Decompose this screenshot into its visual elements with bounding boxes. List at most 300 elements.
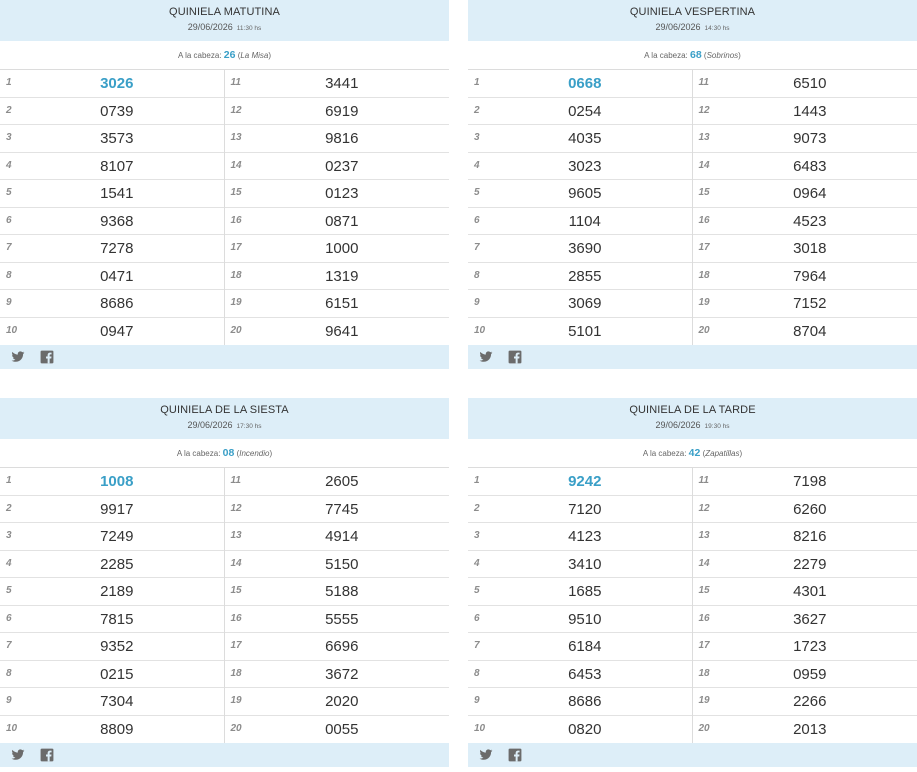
position-number: 2 xyxy=(474,104,480,116)
winning-number: 1008 xyxy=(100,473,134,490)
result-number: 7304 xyxy=(100,693,134,710)
winning-number: 9242 xyxy=(568,473,602,490)
result-number: 6696 xyxy=(325,638,359,655)
result-row xyxy=(225,318,450,346)
card-header xyxy=(0,0,449,41)
position-number: 18 xyxy=(230,269,242,281)
result-row xyxy=(468,551,692,579)
result-row xyxy=(468,468,692,496)
result-number: 0820 xyxy=(568,720,602,738)
result-row xyxy=(0,578,224,606)
result-number: 9073 xyxy=(793,130,827,147)
result-number: 8704 xyxy=(793,322,827,340)
results-column-left xyxy=(468,70,693,345)
result-number: 6184 xyxy=(568,638,602,655)
results-column-right xyxy=(693,70,917,345)
position-number: 11 xyxy=(698,77,709,88)
result-number: 0739 xyxy=(100,102,134,120)
facebook-icon[interactable] xyxy=(40,350,54,364)
result-number: 2266 xyxy=(793,693,827,710)
position-number: 17 xyxy=(698,640,710,651)
position-number: 2 xyxy=(6,104,12,116)
card-header xyxy=(468,398,917,439)
twitter-icon[interactable] xyxy=(11,748,25,762)
position-number: 14 xyxy=(230,557,242,569)
head-meaning: Sobrinos xyxy=(706,51,739,60)
result-number: 3441 xyxy=(325,75,359,92)
result-row xyxy=(225,290,450,318)
result-row xyxy=(0,468,224,496)
result-number: 8686 xyxy=(100,295,134,312)
result-number: 4523 xyxy=(793,212,827,230)
position-number: 6 xyxy=(474,214,480,226)
position-number: 3 xyxy=(6,530,12,541)
position-number: 12 xyxy=(698,104,710,116)
result-number: 9352 xyxy=(100,638,134,655)
result-row xyxy=(468,716,692,744)
draw-title: QUINIELA VESPERTINA xyxy=(629,6,756,18)
result-number: 0254 xyxy=(568,102,602,120)
position-number: 10 xyxy=(474,324,486,336)
result-number: 5555 xyxy=(325,610,359,628)
position-number: 8 xyxy=(6,667,12,679)
result-number: 6453 xyxy=(568,665,602,683)
results-table xyxy=(0,468,449,743)
position-number: 7 xyxy=(474,640,480,651)
facebook-icon[interactable] xyxy=(508,350,522,364)
head-label: A la cabeza: xyxy=(176,449,221,458)
result-number: 2855 xyxy=(568,267,602,285)
result-number: 5188 xyxy=(325,583,359,600)
result-number: 3627 xyxy=(793,610,827,628)
position-number: 13 xyxy=(698,530,710,541)
result-number: 0947 xyxy=(100,322,134,340)
result-row xyxy=(468,523,692,551)
result-number: 7964 xyxy=(793,267,827,285)
head-number-line: A la cabeza: 68 (Sobrinos) xyxy=(468,41,917,70)
result-row xyxy=(225,70,450,98)
result-row xyxy=(693,70,917,98)
share-bar xyxy=(468,345,917,369)
result-row xyxy=(0,688,224,716)
draw-title: QUINIELA DE LA SIESTA xyxy=(160,404,289,416)
result-row xyxy=(693,468,917,496)
position-number: 18 xyxy=(230,667,242,679)
result-number: 7152 xyxy=(793,295,827,312)
quiniela-card-siesta xyxy=(0,398,449,767)
head-number: 42 xyxy=(688,447,701,459)
position-number: 9 xyxy=(474,297,480,308)
result-row xyxy=(693,578,917,606)
position-number: 1 xyxy=(6,475,12,486)
result-row xyxy=(0,551,224,579)
position-number: 4 xyxy=(6,557,12,569)
result-number: 1723 xyxy=(793,638,827,655)
winning-number: 0668 xyxy=(568,75,602,92)
result-row xyxy=(0,496,224,524)
position-number: 17 xyxy=(230,640,242,651)
position-number: 20 xyxy=(698,722,710,734)
result-row xyxy=(693,208,917,236)
draw-time: 14:30 hs xyxy=(704,25,730,32)
result-row xyxy=(468,633,692,661)
result-row xyxy=(468,98,692,126)
result-number: 4035 xyxy=(568,130,602,147)
result-number: 1104 xyxy=(568,212,601,230)
position-number: 11 xyxy=(230,77,241,88)
position-number: 7 xyxy=(6,242,12,253)
result-row xyxy=(693,551,917,579)
result-number: 8809 xyxy=(100,720,134,738)
position-number: 9 xyxy=(6,297,12,308)
position-number: 14 xyxy=(698,159,710,171)
result-number: 0237 xyxy=(325,157,359,175)
draw-time: 19:30 hs xyxy=(704,423,730,430)
result-row xyxy=(225,208,450,236)
position-number: 15 xyxy=(698,187,710,198)
position-number: 18 xyxy=(698,269,710,281)
result-number: 4123 xyxy=(568,528,602,545)
result-number: 8107 xyxy=(100,157,134,175)
head-number-line: A la cabeza: 08 (Incendio) xyxy=(0,439,449,468)
result-row xyxy=(225,153,450,181)
head-meaning: Incendio xyxy=(239,449,270,458)
result-number: 6919 xyxy=(325,102,359,120)
position-number: 19 xyxy=(230,695,242,706)
result-row xyxy=(0,153,224,181)
share-bar xyxy=(468,743,917,767)
twitter-icon[interactable] xyxy=(479,748,493,762)
result-row xyxy=(0,523,224,551)
result-number: 8216 xyxy=(793,528,827,545)
result-number: 1541 xyxy=(100,185,134,202)
position-number: 4 xyxy=(6,159,12,171)
result-number: 9368 xyxy=(100,212,134,230)
head-label: A la cabeza: xyxy=(642,449,687,458)
result-row xyxy=(693,235,917,263)
result-row xyxy=(468,318,692,346)
result-row xyxy=(468,180,692,208)
position-number: 17 xyxy=(698,242,710,253)
result-row xyxy=(693,125,917,153)
result-row xyxy=(693,98,917,126)
position-number: 13 xyxy=(230,132,242,143)
result-row xyxy=(468,661,692,689)
draw-time: 11:30 hs xyxy=(236,25,262,32)
quiniela-card-vespertina xyxy=(468,0,917,369)
position-number: 2 xyxy=(6,502,12,514)
draw-date: 29/06/2026 xyxy=(187,420,233,430)
result-number: 9816 xyxy=(325,130,359,147)
result-number: 3018 xyxy=(793,240,827,257)
results-column-right xyxy=(225,468,450,743)
position-number: 11 xyxy=(230,475,241,486)
position-number: 20 xyxy=(230,722,242,734)
result-number: 3690 xyxy=(568,240,602,257)
position-number: 18 xyxy=(698,667,710,679)
result-number: 3069 xyxy=(568,295,602,312)
result-number: 2605 xyxy=(325,473,359,490)
position-number: 12 xyxy=(698,502,710,514)
result-row xyxy=(0,318,224,346)
position-number: 6 xyxy=(474,612,480,624)
result-row xyxy=(225,661,450,689)
position-number: 9 xyxy=(6,695,12,706)
quiniela-card-matutina xyxy=(0,0,449,369)
result-row xyxy=(693,153,917,181)
result-row xyxy=(468,263,692,291)
result-row xyxy=(225,716,450,744)
result-number: 2189 xyxy=(100,583,134,600)
result-row xyxy=(693,318,917,346)
draw-datetime xyxy=(468,420,917,430)
result-number: 7198 xyxy=(793,473,827,490)
position-number: 3 xyxy=(474,530,480,541)
result-row xyxy=(468,578,692,606)
result-row xyxy=(693,606,917,634)
result-row xyxy=(693,496,917,524)
twitter-icon[interactable] xyxy=(11,350,25,364)
result-row xyxy=(468,125,692,153)
head-label: A la cabeza: xyxy=(177,51,222,60)
position-number: 16 xyxy=(698,214,710,226)
result-number: 0055 xyxy=(325,720,359,738)
position-number: 6 xyxy=(6,214,12,226)
head-number: 68 xyxy=(690,49,702,61)
result-row xyxy=(468,688,692,716)
position-number: 13 xyxy=(230,530,242,541)
position-number: 10 xyxy=(474,722,486,734)
head-meaning: La Misa xyxy=(240,51,269,60)
draw-date: 29/06/2026 xyxy=(655,420,701,430)
result-row xyxy=(0,661,224,689)
result-number: 7278 xyxy=(100,240,134,257)
position-number: 1 xyxy=(474,77,480,88)
result-number: 6483 xyxy=(793,157,827,175)
result-number: 1443 xyxy=(793,102,827,120)
position-number: 1 xyxy=(474,475,480,486)
result-row xyxy=(225,523,450,551)
results-table xyxy=(0,70,449,345)
head-number-line: A la cabeza: 26 (La Misa) xyxy=(0,41,449,70)
result-row xyxy=(0,716,224,744)
results-table xyxy=(468,70,917,345)
result-row xyxy=(225,496,450,524)
result-row xyxy=(693,633,917,661)
result-row xyxy=(693,661,917,689)
position-number: 16 xyxy=(230,612,242,624)
result-number: 3573 xyxy=(100,130,134,147)
share-bar xyxy=(0,743,449,767)
card-header xyxy=(0,398,449,439)
result-number: 2285 xyxy=(100,555,134,573)
result-row xyxy=(225,235,450,263)
result-row xyxy=(225,125,450,153)
quiniela-card-tarde xyxy=(468,398,917,767)
result-row xyxy=(0,633,224,661)
result-number: 0959 xyxy=(793,665,827,683)
result-number: 7745 xyxy=(325,500,359,518)
result-row xyxy=(693,716,917,744)
result-row xyxy=(0,180,224,208)
result-number: 6510 xyxy=(793,75,827,92)
result-row xyxy=(0,290,224,318)
position-number: 5 xyxy=(6,187,12,198)
result-row xyxy=(0,235,224,263)
card-header xyxy=(468,0,917,41)
result-row xyxy=(0,208,224,236)
result-row xyxy=(468,290,692,318)
result-number: 5150 xyxy=(325,555,359,573)
result-row xyxy=(468,496,692,524)
position-number: 8 xyxy=(474,667,480,679)
position-number: 1 xyxy=(6,77,12,88)
draw-datetime xyxy=(0,420,449,430)
result-row xyxy=(0,606,224,634)
result-row xyxy=(693,263,917,291)
position-number: 7 xyxy=(6,640,12,651)
result-row xyxy=(693,523,917,551)
result-row xyxy=(225,263,450,291)
result-number: 5101 xyxy=(568,322,602,340)
position-number: 20 xyxy=(230,324,242,336)
winning-number: 3026 xyxy=(100,75,134,92)
position-number: 12 xyxy=(230,502,242,514)
draw-datetime xyxy=(468,22,917,32)
head-number-line: A la cabeza: 42 (Zapatillas) xyxy=(468,439,917,468)
position-number: 8 xyxy=(6,269,12,281)
position-number: 13 xyxy=(698,132,710,143)
position-number: 16 xyxy=(698,612,710,624)
result-row xyxy=(225,606,450,634)
result-row xyxy=(0,70,224,98)
position-number: 3 xyxy=(474,132,480,143)
result-row xyxy=(225,468,450,496)
result-number: 4301 xyxy=(793,583,827,600)
position-number: 6 xyxy=(6,612,12,624)
results-table xyxy=(468,468,917,743)
draw-time: 17:30 hs xyxy=(236,423,262,430)
result-row xyxy=(225,551,450,579)
position-number: 4 xyxy=(474,557,480,569)
result-row xyxy=(225,98,450,126)
result-number: 7249 xyxy=(100,528,134,545)
result-number: 2020 xyxy=(325,693,359,710)
result-row xyxy=(225,633,450,661)
position-number: 5 xyxy=(6,585,12,596)
result-row xyxy=(0,263,224,291)
result-row xyxy=(225,578,450,606)
result-number: 1000 xyxy=(325,240,359,257)
result-number: 7815 xyxy=(100,610,134,628)
position-number: 4 xyxy=(474,159,480,171)
position-number: 17 xyxy=(230,242,242,253)
head-number: 08 xyxy=(222,447,235,459)
draw-date: 29/06/2026 xyxy=(187,22,233,32)
position-number: 11 xyxy=(698,475,709,486)
head-meaning: Zapatillas xyxy=(705,449,740,458)
result-number: 2013 xyxy=(793,720,827,738)
position-number: 15 xyxy=(230,187,242,198)
draw-date: 29/06/2026 xyxy=(655,22,701,32)
result-number: 0871 xyxy=(325,212,359,230)
position-number: 19 xyxy=(698,695,710,706)
result-number: 9510 xyxy=(568,610,602,628)
position-number: 19 xyxy=(698,297,710,308)
share-bar xyxy=(0,345,449,369)
position-number: 3 xyxy=(6,132,12,143)
result-number: 9917 xyxy=(100,500,134,518)
position-number: 10 xyxy=(6,324,18,336)
facebook-icon[interactable] xyxy=(508,748,522,762)
position-number: 9 xyxy=(474,695,480,706)
result-number: 9641 xyxy=(325,322,359,340)
result-number: 8686 xyxy=(568,693,602,710)
position-number: 14 xyxy=(230,159,242,171)
position-number: 20 xyxy=(698,324,710,336)
position-number: 15 xyxy=(230,585,242,596)
draw-datetime xyxy=(0,22,449,32)
result-number: 0215 xyxy=(100,665,134,683)
result-number: 6151 xyxy=(325,295,359,312)
position-number: 5 xyxy=(474,187,480,198)
position-number: 16 xyxy=(230,214,242,226)
result-number: 3410 xyxy=(568,555,602,573)
result-row xyxy=(225,180,450,208)
result-number: 2279 xyxy=(793,555,827,573)
result-row xyxy=(693,180,917,208)
result-number: 7120 xyxy=(568,500,602,518)
result-row xyxy=(693,688,917,716)
position-number: 8 xyxy=(474,269,480,281)
result-number: 3672 xyxy=(325,665,359,683)
position-number: 14 xyxy=(698,557,710,569)
position-number: 12 xyxy=(230,104,242,116)
result-row xyxy=(693,290,917,318)
twitter-icon[interactable] xyxy=(479,350,493,364)
result-row xyxy=(0,98,224,126)
result-row xyxy=(468,153,692,181)
result-row xyxy=(468,70,692,98)
position-number: 19 xyxy=(230,297,242,308)
draw-title: QUINIELA DE LA TARDE xyxy=(629,404,756,416)
draw-title: QUINIELA MATUTINA xyxy=(169,6,280,18)
result-number: 4914 xyxy=(325,528,359,545)
position-number: 5 xyxy=(474,585,480,596)
position-number: 2 xyxy=(474,502,480,514)
result-number: 6260 xyxy=(793,500,827,518)
result-number: 1319 xyxy=(325,267,359,285)
facebook-icon[interactable] xyxy=(40,748,54,762)
result-number: 0471 xyxy=(100,267,134,285)
position-number: 7 xyxy=(474,242,480,253)
results-column-left xyxy=(0,70,225,345)
result-number: 1685 xyxy=(568,583,602,600)
result-number: 0123 xyxy=(325,185,359,202)
result-row xyxy=(0,125,224,153)
result-row xyxy=(468,235,692,263)
result-number: 9605 xyxy=(568,185,602,202)
results-column-left xyxy=(0,468,225,743)
results-column-right xyxy=(693,468,917,743)
result-row xyxy=(225,688,450,716)
result-row xyxy=(468,606,692,634)
results-column-left xyxy=(468,468,693,743)
head-number: 26 xyxy=(223,49,236,61)
result-number: 0964 xyxy=(793,185,827,202)
head-label: A la cabeza: xyxy=(644,51,688,60)
position-number: 15 xyxy=(698,585,710,596)
